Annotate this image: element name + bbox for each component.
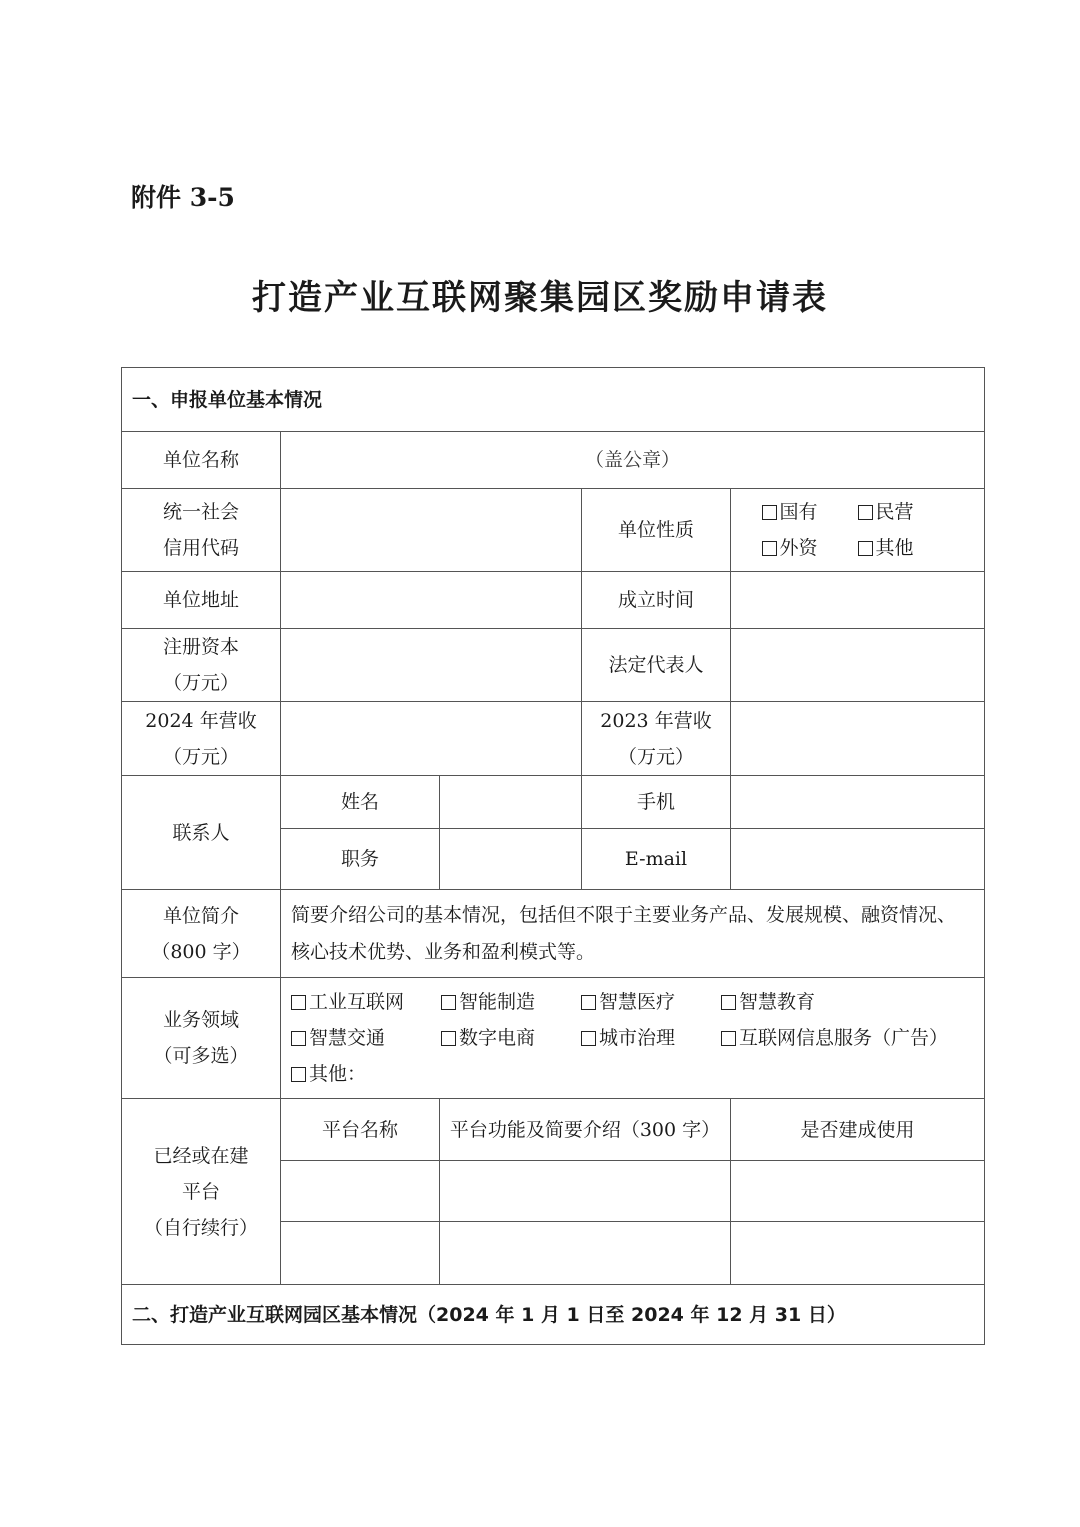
revenue-2023-field[interactable] — [731, 702, 985, 776]
checkbox-icon — [721, 1031, 736, 1046]
intro-label-line1: 单位简介 — [162, 904, 239, 927]
checkbox-icon — [581, 1031, 596, 1046]
contact-name-field[interactable] — [440, 776, 582, 829]
option-label: 工业互联网 — [309, 991, 405, 1013]
unit-name-label: 单位名称 — [122, 432, 281, 489]
domain-option-internet-info-service[interactable] — [721, 1020, 971, 1056]
domain-label — [122, 978, 281, 1099]
credit-code-label — [122, 489, 281, 572]
address-field[interactable] — [281, 572, 582, 629]
checkbox-icon — [581, 995, 596, 1010]
contact-name-label: 姓名 — [281, 776, 440, 829]
intro-field[interactable]: 简要介绍公司的基本情况，包括但不限于主要业务产品、发展规模、融资情况、核心技术优势、业务和盈利模式等。 — [281, 890, 985, 978]
platform-built-cell[interactable] — [731, 1222, 985, 1285]
capital-label-line1: 注册资本 — [162, 636, 239, 658]
domain-option-smart-healthcare[interactable] — [581, 984, 721, 1020]
option-label: 其他： — [309, 1063, 367, 1085]
unit-nature-label: 单位性质 — [582, 489, 731, 572]
founded-label: 成立时间 — [582, 572, 731, 629]
domain-option-smart-education[interactable] — [721, 984, 971, 1020]
domain-label-line2: （可多选） — [153, 1045, 249, 1067]
nature-option-private[interactable] — [858, 494, 954, 530]
checkbox-icon — [441, 995, 456, 1010]
contact-position-label: 职务 — [281, 829, 440, 890]
domain-option-other[interactable] — [291, 1056, 441, 1092]
mobile-field[interactable] — [731, 776, 985, 829]
revenue-2023-label-line1: 2023 年营收 — [600, 709, 712, 732]
platform-name-cell[interactable] — [281, 1222, 440, 1285]
domain-option-smart-transport[interactable] — [291, 1020, 441, 1056]
platform-function-header: 平台功能及简要介绍（300 字） — [440, 1099, 731, 1161]
option-label: 智慧交通 — [309, 1027, 386, 1049]
address-label: 单位地址 — [122, 572, 281, 629]
option-label: 外资 — [779, 537, 818, 559]
checkbox-icon — [291, 1067, 306, 1082]
option-label: 民营 — [875, 501, 914, 523]
domain-option-smart-manufacturing[interactable] — [441, 984, 581, 1020]
nature-option-foreign[interactable] — [762, 530, 858, 566]
page-title: 打造产业互联网聚集园区奖励申请表 — [252, 278, 828, 318]
attachment-label: 附件 3-5 — [131, 183, 235, 212]
capital-label-line2: （万元） — [162, 672, 239, 694]
checkbox-icon — [721, 995, 736, 1010]
email-label: E-mail — [582, 829, 731, 890]
checkbox-icon — [858, 541, 873, 556]
domain-label-line1: 业务领域 — [162, 1009, 239, 1031]
legal-rep-field[interactable] — [731, 629, 985, 702]
revenue-2024-label — [122, 702, 281, 776]
checkbox-icon — [858, 505, 873, 520]
option-label: 数字电商 — [459, 1027, 536, 1049]
platform-function-cell[interactable] — [440, 1222, 731, 1285]
option-label: 其他 — [875, 537, 914, 559]
revenue-2024-label-line2: （万元） — [162, 745, 239, 768]
mobile-label: 手机 — [582, 776, 731, 829]
checkbox-icon — [441, 1031, 456, 1046]
nature-option-state[interactable] — [762, 494, 858, 530]
unit-nature-options — [731, 489, 985, 572]
option-label: 智慧教育 — [739, 991, 816, 1013]
contact-position-field[interactable] — [440, 829, 582, 890]
platform-built-cell[interactable] — [731, 1161, 985, 1222]
seal-hint: （盖公章） — [585, 449, 681, 471]
option-label: 智慧医疗 — [599, 991, 676, 1013]
platform-built-header: 是否建成使用 — [731, 1099, 985, 1161]
platform-name-header: 平台名称 — [281, 1099, 440, 1161]
intro-label — [122, 890, 281, 978]
credit-code-label-line1: 统一社会 — [162, 501, 239, 523]
revenue-2023-label-line2: （万元） — [617, 745, 694, 768]
platform-label-line2: 平台 — [181, 1180, 220, 1203]
revenue-2024-label-line1: 2024 年营收 — [145, 709, 257, 732]
legal-rep-label: 法定代表人 — [582, 629, 731, 702]
domain-option-city-governance[interactable] — [581, 1020, 721, 1056]
checkbox-icon — [291, 1031, 306, 1046]
capital-field[interactable] — [281, 629, 582, 702]
revenue-2023-label — [582, 702, 731, 776]
intro-label-line2: （800 字） — [151, 940, 251, 963]
checkbox-icon — [291, 995, 306, 1010]
nature-option-other[interactable] — [858, 530, 954, 566]
checkbox-icon — [762, 541, 777, 556]
platform-name-cell[interactable] — [281, 1161, 440, 1222]
contact-label: 联系人 — [122, 776, 281, 890]
platform-label — [122, 1099, 281, 1285]
option-label: 国有 — [779, 501, 818, 523]
credit-code-field[interactable] — [281, 489, 582, 572]
domain-option-industrial-internet[interactable] — [291, 984, 441, 1020]
revenue-2024-field[interactable] — [281, 702, 582, 776]
unit-name-field[interactable] — [281, 432, 985, 489]
section-1-heading: 一、申报单位基本情况 — [122, 368, 985, 432]
section-2-heading: 二、打造产业互联网园区基本情况（2024 年 1 月 1 日至 2024 年 12 月 31 日） — [122, 1285, 985, 1345]
email-field[interactable] — [731, 829, 985, 890]
option-label: 城市治理 — [599, 1027, 676, 1049]
application-form — [121, 367, 985, 1345]
founded-field[interactable] — [731, 572, 985, 629]
platform-label-line3: （自行续行） — [143, 1216, 258, 1239]
domain-options — [281, 978, 985, 1099]
credit-code-label-line2: 信用代码 — [162, 537, 239, 559]
platform-label-line1: 已经或在建 — [153, 1144, 249, 1167]
option-label: 互联网信息服务（广告） — [739, 1027, 949, 1049]
capital-label — [122, 629, 281, 702]
domain-option-digital-ecommerce[interactable] — [441, 1020, 581, 1056]
option-label: 智能制造 — [459, 991, 536, 1013]
platform-function-cell[interactable] — [440, 1161, 731, 1222]
checkbox-icon — [762, 505, 777, 520]
